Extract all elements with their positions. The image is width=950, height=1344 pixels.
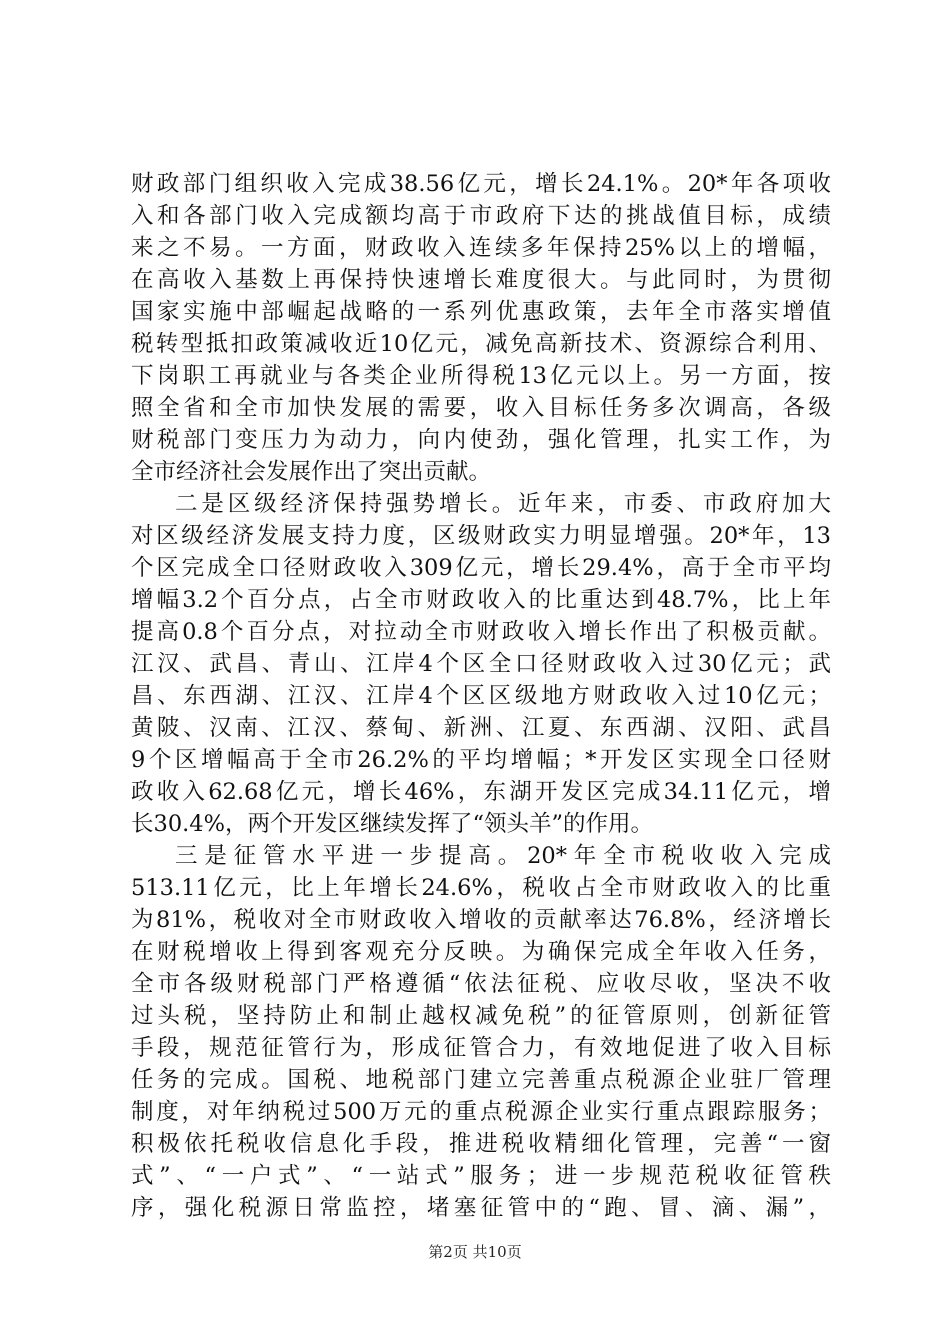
text-line: 国家实施中部崛起战略的一系列优惠政策，去年全市落实增值 xyxy=(131,299,831,325)
text-line: 对区级经济发展支持力度，区级财政实力明显增强。20*年，13 xyxy=(131,523,831,549)
text-line: 照全省和全市加快发展的需要，收入目标任务多次调高，各级 xyxy=(131,395,831,421)
text-line: 制度，对年纳税过500万元的重点税源企业实行重点跟踪服务； xyxy=(131,1099,831,1125)
text-line: 个区完成全口径财政收入309亿元，增长29.4%，高于全市平均 xyxy=(131,555,831,581)
paragraph-start-line: 三是征管水平进一步提高。20*年全市税收收入完成 xyxy=(175,843,831,869)
text-line: 全市各级财税部门严格遵循“依法征税、应收尽收，坚决不收 xyxy=(131,971,831,997)
document-body xyxy=(131,168,831,1224)
text-line: 积极依托税收信息化手段，推进税收精细化管理，完善“一窗 xyxy=(131,1131,831,1157)
text-line: 在财税增收上得到客观充分反映。为确保完成全年收入任务， xyxy=(131,939,831,965)
text-line: 财政部门组织收入完成38.56亿元，增长24.1%。20*年各项收 xyxy=(131,171,831,197)
text-line: 在高收入基数上再保持快速增长难度很大。与此同时，为贯彻 xyxy=(131,267,831,293)
text-line: 序，强化税源日常监控，堵塞征管中的“跑、冒、滴、漏”， xyxy=(131,1195,831,1221)
text-line: 为81%，税收对全市财政收入增收的贡献率达76.8%，经济增长 xyxy=(131,907,831,933)
text-line: 9个区增幅高于全市26.2%的平均增幅；*开发区实现全口径财 xyxy=(131,747,831,773)
paragraph-end-line: 全市经济社会发展作出了突出贡献。 xyxy=(131,459,492,485)
text-line: 513.11亿元，比上年增长24.6%，税收占全市财政收入的比重 xyxy=(131,875,831,901)
text-line: 财税部门变压力为动力，向内使劲，强化管理，扎实工作，为 xyxy=(131,427,831,453)
text-line: 政收入62.68亿元，增长46%，东湖开发区完成34.11亿元，增 xyxy=(131,779,831,805)
paragraph-start-line: 二是区级经济保持强势增长。近年来，市委、市政府加大 xyxy=(175,491,831,517)
text-line: 提高0.8个百分点，对拉动全市财政收入增长作出了积极贡献。 xyxy=(131,619,831,645)
text-line: 江汉、武昌、青山、江岸4个区全口径财政收入过30亿元；武 xyxy=(131,651,831,677)
text-line: 增幅3.2个百分点，占全市财政收入的比重达到48.7%，比上年 xyxy=(131,587,831,613)
text-line: 下岗职工再就业与各类企业所得税13亿元以上。另一方面，按 xyxy=(131,363,831,389)
text-line: 入和各部门收入完成额均高于市政府下达的挑战值目标，成绩 xyxy=(131,203,831,229)
page-number-footer: 第2页 共10页 xyxy=(428,1243,522,1261)
text-line: 任务的完成。国税、地税部门建立完善重点税源企业驻厂管理 xyxy=(131,1067,831,1093)
text-line: 式”、“一户式”、“一站式”服务；进一步规范税收征管秩 xyxy=(131,1163,831,1189)
text-line: 过头税，坚持防止和制止越权减免税”的征管原则，创新征管 xyxy=(131,1003,831,1029)
text-line: 黄陂、汉南、江汉、蔡甸、新洲、江夏、东西湖、汉阳、武昌 xyxy=(131,715,831,741)
text-line: 税转型抵扣政策减收近10亿元，减免高新技术、资源综合利用、 xyxy=(131,331,831,357)
text-line: 手段，规范征管行为，形成征管合力，有效地促进了收入目标 xyxy=(131,1035,831,1061)
paragraph-end-line: 长30.4%，两个开发区继续发挥了“领头羊”的作用。 xyxy=(131,811,653,837)
text-line: 昌、东西湖、江汉、江岸4个区区级地方财政收入过10亿元； xyxy=(131,683,831,709)
text-line: 来之不易。一方面，财政收入连续多年保持25%以上的增幅， xyxy=(131,235,831,261)
